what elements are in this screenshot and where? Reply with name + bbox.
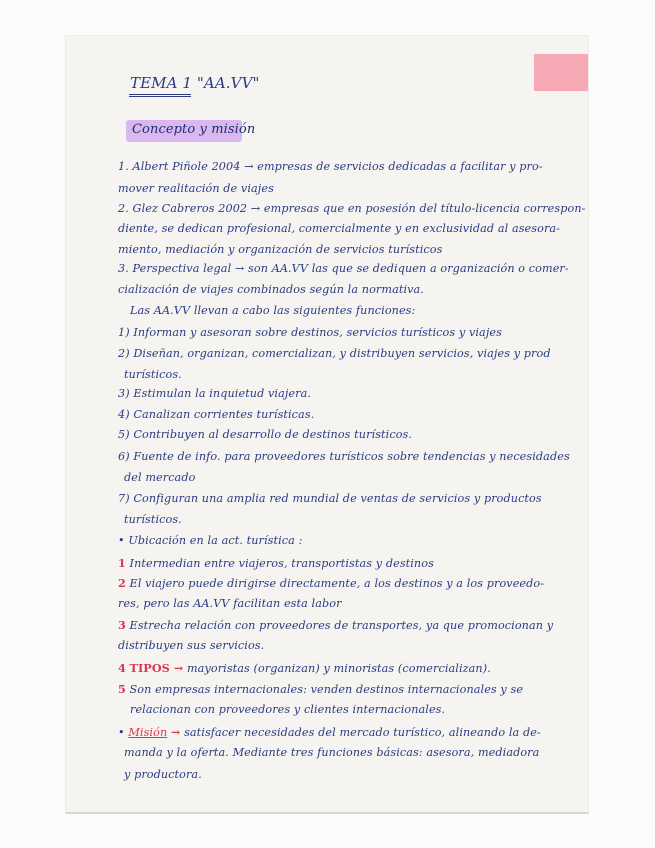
function-item: 3) Estimulan la inquietud viajera. bbox=[118, 387, 312, 400]
mision-line: y productora. bbox=[124, 768, 202, 781]
number-marker: 3 bbox=[118, 618, 126, 632]
function-item: turísticos. bbox=[124, 368, 182, 381]
function-item: 1) Informan y asesoran sobre destinos, servicios turísticos y viajes bbox=[118, 326, 502, 339]
mision-label: Misión bbox=[128, 726, 168, 739]
function-item: 2) Diseñan, organizan, comercializan, y distribuyen servicios, viajes y prod bbox=[118, 347, 551, 360]
title-underline-2 bbox=[129, 96, 191, 97]
function-item: 6) Fuente de info. para proveedores turísticos sobre tendencias y necesidades bbox=[118, 450, 570, 463]
location-item bbox=[118, 556, 434, 570]
note-line: diente, se dedican profesional, comercialmente y en exclusividad al asesora- bbox=[118, 222, 561, 235]
location-item bbox=[118, 618, 553, 632]
note-line: Las AA.VV llevan a cabo las siguientes funciones: bbox=[130, 304, 416, 317]
number-marker: 2 bbox=[118, 576, 126, 590]
note-line: 1. Albert Piñole 2004 → empresas de servicios dedicadas a facilitar y pro- bbox=[118, 160, 543, 173]
location-item: distribuyen sus servicios. bbox=[118, 639, 265, 652]
bullet: • bbox=[118, 726, 125, 739]
note-line: cialización de viajes combinados según la normativa. bbox=[118, 283, 424, 296]
tipos-label: TIPOS → bbox=[129, 661, 184, 675]
location-item bbox=[118, 576, 544, 590]
notebook-page bbox=[66, 36, 588, 813]
item-text: Intermedian entre viajeros, transportistas y destinos bbox=[129, 557, 434, 570]
note-line: 3. Perspectiva legal → son AA.VV las que se dediquen a organización o comer- bbox=[118, 262, 569, 275]
number-marker: 1 bbox=[118, 556, 126, 570]
number-marker: 4 bbox=[118, 661, 126, 675]
item-text: Estrecha relación con proveedores de transportes, ya que promocionan y bbox=[129, 619, 554, 632]
item-text: mayoristas (organizan) y minoristas (comercializan). bbox=[186, 662, 491, 675]
function-item: del mercado bbox=[124, 471, 196, 484]
location-item: res, pero las AA.VV facilitan esta labor bbox=[118, 597, 342, 610]
mision-line bbox=[118, 725, 541, 739]
location-item bbox=[118, 682, 523, 696]
note-line: 2. Glez Cabreros 2002 → empresas que en posesión del título-licencia correspon- bbox=[118, 202, 586, 215]
item-text: Son empresas internacionales: venden destinos internacionales y se bbox=[129, 683, 524, 696]
arrow-icon: → bbox=[170, 725, 181, 739]
page-title: TEMA 1 "AA.VV" bbox=[130, 74, 260, 92]
location-item: relacionan con proveedores y clientes internacionales. bbox=[130, 703, 446, 716]
section-heading: • Ubicación en la act. turística : bbox=[118, 534, 303, 547]
function-item: 4) Canalizan corrientes turísticas. bbox=[118, 408, 315, 421]
title-underline bbox=[129, 94, 191, 95]
sticky-note bbox=[534, 54, 588, 91]
number-marker: 5 bbox=[118, 682, 126, 696]
section-subtitle: Concepto y misión bbox=[132, 122, 256, 137]
note-line: miento, mediación y organización de servicios turísticos bbox=[118, 243, 443, 256]
mision-line: manda y la oferta. Mediante tres funciones básicas: asesora, mediadora bbox=[124, 746, 540, 759]
item-text: El viajero puede dirigirse directamente, a los destinos y a los proveedo- bbox=[129, 577, 545, 590]
location-item bbox=[118, 661, 491, 675]
page-edge bbox=[66, 812, 588, 814]
function-item: 7) Configuran una amplia red mundial de ventas de servicios y productos bbox=[118, 492, 542, 505]
item-text: satisfacer necesidades del mercado turístico, alineando la de- bbox=[184, 726, 541, 739]
function-item: turísticos. bbox=[124, 513, 182, 526]
note-line: mover realitación de viajes bbox=[118, 182, 274, 195]
function-item: 5) Contribuyen al desarrollo de destinos turísticos. bbox=[118, 428, 413, 441]
